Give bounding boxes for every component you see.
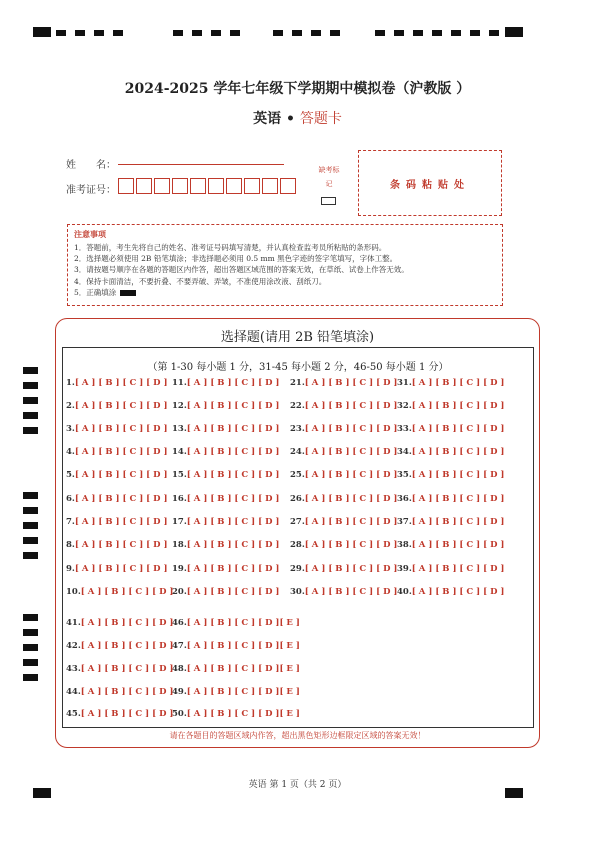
answer-options[interactable]: [ A ] [ B ] [ C ] [ D ] (80, 587, 174, 597)
answer-options[interactable]: [ A ] [ B ] [ C ] [ D ] (80, 641, 174, 651)
question-number: 24. (290, 447, 305, 457)
question-number: 49. (172, 687, 187, 697)
notes-title: 注意事项 (74, 229, 106, 239)
question-number: 47. (172, 641, 187, 651)
notes-line: 4．保持卡面清洁，不要折叠、不要弄破、弄皱，不准使用涂改液、刮纸刀。 (74, 276, 327, 286)
answer-item-29[interactable] (290, 564, 397, 574)
answer-options[interactable]: [ A ] [ B ] [ C ] [ D ] (411, 540, 505, 550)
answer-options[interactable]: [ A ] [ B ] [ C ] [ D ] (304, 470, 398, 480)
answer-item-46[interactable] (172, 618, 300, 628)
timing-mark (330, 30, 340, 36)
answer-item-22[interactable] (290, 401, 397, 411)
answer-item-9[interactable] (66, 564, 168, 574)
answer-item-20[interactable] (172, 587, 279, 597)
name-label: 姓 名： (66, 160, 116, 171)
timing-mark (413, 30, 423, 36)
timing-mark (23, 397, 38, 404)
timing-mark (489, 30, 499, 36)
answer-item-16[interactable] (172, 494, 279, 504)
answer-options[interactable]: [ A ] [ B ] [ C ] [ D ] (186, 564, 280, 574)
answer-options[interactable]: [ A ] [ B ] [ C ] [ D ] (411, 470, 505, 480)
answer-options[interactable]: [ A ] [ B ] [ C ] [ D ] (186, 424, 280, 434)
question-number: 39. (397, 564, 412, 574)
timing-mark (451, 30, 461, 36)
question-number: 15. (172, 470, 187, 480)
answer-options[interactable]: [ A ] [ B ] [ C ] [ D ] (411, 587, 505, 597)
question-number: 44. (66, 687, 81, 697)
answer-item-19[interactable] (172, 564, 279, 574)
question-number: 12. (172, 401, 187, 411)
answer-options[interactable]: [ A ] [ B ] [ C ] [ D ] (80, 618, 174, 628)
answer-options[interactable]: [ A ] [ B ] [ C ] [ D ] (411, 564, 505, 574)
answer-options[interactable]: [ A ] [ B ] [ C ] [ D ] (186, 401, 280, 411)
answer-options[interactable]: [ A ] [ B ] [ C ] [ D ][ E ] (186, 641, 300, 651)
exam-id-cell[interactable] (208, 178, 224, 194)
exam-id-cell[interactable] (262, 178, 278, 194)
answer-item-7[interactable] (66, 517, 168, 527)
corner-mark-top-right (505, 27, 523, 37)
question-number: 20. (172, 587, 187, 597)
exam-id-cell[interactable] (172, 178, 188, 194)
question-number: 45. (66, 709, 81, 719)
question-number: 14. (172, 447, 187, 457)
answer-item-6[interactable] (66, 494, 168, 504)
card-subtitle (0, 108, 595, 128)
answer-options[interactable]: [ A ] [ B ] [ C ] [ D ][ E ] (186, 618, 300, 628)
timing-mark (23, 492, 38, 499)
answer-options[interactable]: [ A ] [ B ] [ C ] [ D ][ E ] (186, 664, 300, 674)
question-number: 38. (397, 540, 412, 550)
answer-item-50[interactable] (172, 709, 300, 719)
name-input[interactable] (118, 164, 284, 165)
timing-mark (23, 629, 38, 636)
answer-item-39[interactable] (397, 564, 504, 574)
question-number: 29. (290, 564, 305, 574)
answer-item-11[interactable] (172, 378, 279, 388)
answer-item-4[interactable] (66, 447, 168, 457)
answer-options[interactable]: [ A ] [ B ] [ C ] [ D ] (304, 587, 398, 597)
question-number: 30. (290, 587, 305, 597)
answer-item-8[interactable] (66, 540, 168, 550)
timing-mark (23, 644, 38, 651)
answer-item-44[interactable] (66, 687, 173, 697)
answer-options[interactable]: [ A ] [ B ] [ C ] [ D ] (186, 517, 280, 527)
answer-options[interactable]: [ A ] [ B ] [ C ] [ D ] (186, 587, 280, 597)
answer-options[interactable]: [ A ] [ B ] [ C ] [ D ] (186, 470, 280, 480)
notes-line: 3．请按题号顺序在各题的答题区内作答，超出答题区域范围的答案无效，在草纸、试卷上作答无效。 (74, 265, 409, 275)
answer-options[interactable]: [ A ] [ B ] [ C ] [ D ] (304, 378, 398, 388)
question-number: 41. (66, 618, 81, 628)
answer-item-45[interactable] (66, 709, 173, 719)
answer-item-42[interactable] (66, 641, 173, 651)
answer-options[interactable]: [ A ] [ B ] [ C ] [ D ] (74, 494, 168, 504)
answer-item-28[interactable] (290, 540, 397, 550)
timing-mark (94, 30, 104, 36)
question-number: 46. (172, 618, 187, 628)
question-number: 23. (290, 424, 305, 434)
timing-mark (23, 507, 38, 514)
answer-item-25[interactable] (290, 470, 397, 480)
timing-mark (23, 614, 38, 621)
question-number: 25. (290, 470, 305, 480)
answer-item-5[interactable] (66, 470, 168, 480)
exam-title: 2024-2025 学年七年级下学期期中模拟卷（沪教版 ） (124, 81, 471, 97)
question-number: 40. (397, 587, 412, 597)
answer-item-21[interactable] (290, 378, 397, 388)
answer-options[interactable]: [ A ] [ B ] [ C ] [ D ] (74, 447, 168, 457)
notes-box (67, 224, 503, 306)
answer-item-49[interactable] (172, 687, 300, 697)
answer-options[interactable]: [ A ] [ B ] [ C ] [ D ] (411, 447, 505, 457)
answer-item-38[interactable] (397, 540, 504, 550)
answer-options[interactable]: [ A ] [ B ] [ C ] [ D ] (186, 540, 280, 550)
answer-item-14[interactable] (172, 447, 279, 457)
notes-line-fill-example (74, 287, 496, 298)
question-number: 34. (397, 447, 412, 457)
answer-options[interactable]: [ A ] [ B ] [ C ] [ D ] (411, 401, 505, 411)
answer-item-12[interactable] (172, 401, 279, 411)
question-number: 18. (172, 540, 187, 550)
question-number: 5. (66, 470, 75, 480)
answer-options[interactable]: [ A ] [ B ] [ C ] [ D ] (304, 424, 398, 434)
exam-id-cells[interactable] (118, 178, 298, 194)
answer-item-3[interactable] (66, 424, 168, 434)
question-number: 43. (66, 664, 81, 674)
timing-mark (23, 427, 38, 434)
absent-label: 缺考标记 (318, 166, 340, 188)
subject-label: 英语 (253, 111, 282, 127)
timing-mark (23, 367, 38, 374)
question-number: 48. (172, 664, 187, 674)
answer-options[interactable]: [ A ] [ B ] [ C ] [ D ] (80, 664, 174, 674)
question-number: 32. (397, 401, 412, 411)
answer-item-2[interactable] (66, 401, 168, 411)
question-number: 1. (66, 378, 75, 388)
notes-line: 2．选择题必须使用 2B 铅笔填涂；非选择题必须用 0.5 mm 黑色字迹的签字笔填写，字体工整。 (74, 254, 398, 264)
answer-options[interactable]: [ A ] [ B ] [ C ] [ D ] (80, 709, 174, 719)
question-number: 3. (66, 424, 75, 434)
question-number: 9. (66, 564, 75, 574)
timing-mark (23, 537, 38, 544)
timing-mark (23, 674, 38, 681)
timing-mark (23, 659, 38, 666)
answer-options[interactable]: [ A ] [ B ] [ C ] [ D ] (304, 564, 398, 574)
answer-options[interactable]: [ A ] [ B ] [ C ] [ D ][ E ] (186, 687, 300, 697)
notes-line-text: 5．正确填涂 (74, 287, 117, 297)
answer-options[interactable]: [ A ] [ B ] [ C ] [ D ] (411, 378, 505, 388)
question-number: 13. (172, 424, 187, 434)
exam-id-cell[interactable] (244, 178, 260, 194)
card-label: 答题卡 (299, 111, 342, 127)
question-number: 16. (172, 494, 187, 504)
answer-options[interactable]: [ A ] [ B ] [ C ] [ D ] (74, 378, 168, 388)
notes-line: 1．答题前，考生先将自己的姓名、准考证号码填写清楚，并认真检查监考员所粘贴的条形码。 (74, 243, 387, 252)
question-number: 21. (290, 378, 305, 388)
answer-item-34[interactable] (397, 447, 504, 457)
question-number: 28. (290, 540, 305, 550)
timing-mark (432, 30, 442, 36)
answer-options[interactable]: [ A ] [ B ] [ C ] [ D ] (411, 494, 505, 504)
exam-id-cell[interactable] (190, 178, 206, 194)
answer-options[interactable]: [ A ] [ B ] [ C ] [ D ] (304, 540, 398, 550)
barcode-area: 条码粘贴处 (358, 150, 502, 216)
timing-mark (56, 30, 66, 36)
answer-item-15[interactable] (172, 470, 279, 480)
answer-item-31[interactable] (397, 378, 504, 388)
answer-area-warning: 请在各题目的答题区域内作答，超出黑色矩形边框限定区域的答案无效！ (169, 731, 426, 740)
subtitle-separator: • (286, 111, 295, 127)
answer-options[interactable]: [ A ] [ B ] [ C ] [ D ] (74, 517, 168, 527)
timing-mark (230, 30, 240, 36)
answer-options[interactable]: [ A ] [ B ] [ C ] [ D ] (304, 401, 398, 411)
exam-id-cell[interactable] (154, 178, 170, 194)
answer-options[interactable]: [ A ] [ B ] [ C ] [ D ] (411, 424, 505, 434)
question-number: 50. (172, 709, 187, 719)
question-number: 27. (290, 517, 305, 527)
answer-options[interactable]: [ A ] [ B ] [ C ] [ D ] (304, 494, 398, 504)
timing-mark (375, 30, 385, 36)
question-number: 42. (66, 641, 81, 651)
answer-item-17[interactable] (172, 517, 279, 527)
answer-options[interactable]: [ A ] [ B ] [ C ] [ D ] (74, 564, 168, 574)
question-number: 37. (397, 517, 412, 527)
timing-mark (211, 30, 221, 36)
answer-item-36[interactable] (397, 494, 504, 504)
question-number: 19. (172, 564, 187, 574)
timing-mark (23, 412, 38, 419)
question-number: 36. (397, 494, 412, 504)
exam-id-cell[interactable] (118, 178, 134, 194)
corner-mark-top-left (33, 27, 51, 37)
selection-title: 选择题(请用 2B 铅笔填涂) (220, 330, 375, 345)
answer-item-33[interactable] (397, 424, 504, 434)
answer-options[interactable]: [ A ] [ B ] [ C ] [ D ] (74, 540, 168, 550)
timing-mark (273, 30, 283, 36)
timing-mark (292, 30, 302, 36)
answer-item-40[interactable] (397, 587, 504, 597)
question-number: 8. (66, 540, 75, 550)
timing-mark (173, 30, 183, 36)
answer-item-27[interactable] (290, 517, 397, 527)
question-number: 35. (397, 470, 412, 480)
timing-mark (394, 30, 404, 36)
answer-options[interactable]: [ A ] [ B ] [ C ] [ D ] (186, 494, 280, 504)
answer-item-24[interactable] (290, 447, 397, 457)
question-number: 22. (290, 401, 305, 411)
answer-item-35[interactable] (397, 470, 504, 480)
page-footer: 英语 第 1 页（共 2 页） (248, 780, 347, 790)
answer-item-48[interactable] (172, 664, 300, 674)
answer-options[interactable]: [ A ] [ B ] [ C ] [ D ] (80, 687, 174, 697)
question-number: 33. (397, 424, 412, 434)
answer-item-18[interactable] (172, 540, 279, 550)
answer-options[interactable]: [ A ] [ B ] [ C ] [ D ] (74, 401, 168, 411)
answer-item-47[interactable] (172, 641, 300, 651)
question-number: 2. (66, 401, 75, 411)
answer-options[interactable]: [ A ] [ B ] [ C ] [ D ] (411, 517, 505, 527)
question-number: 31. (397, 378, 412, 388)
answer-item-30[interactable] (290, 587, 397, 597)
answer-options[interactable]: [ A ] [ B ] [ C ] [ D ] (304, 517, 398, 527)
answer-item-37[interactable] (397, 517, 504, 527)
question-number: 26. (290, 494, 305, 504)
question-number: 17. (172, 517, 187, 527)
absent-checkbox[interactable] (321, 197, 336, 205)
timing-mark (75, 30, 85, 36)
exam-id-label: 准考证号： (66, 185, 116, 196)
scoring-note: （第 1-30 每小题 1 分，31-45 每小题 2 分，46-50 每小题 1 分） (147, 362, 449, 373)
answer-options[interactable]: [ A ] [ B ] [ C ] [ D ] (186, 378, 280, 388)
answer-options[interactable]: [ A ] [ B ] [ C ] [ D ] (74, 424, 168, 434)
answer-item-23[interactable] (290, 424, 397, 434)
answer-options[interactable]: [ A ] [ B ] [ C ] [ D ] (74, 470, 168, 480)
timing-mark (311, 30, 321, 36)
question-number: 6. (66, 494, 75, 504)
answer-options[interactable]: [ A ] [ B ] [ C ] [ D ] (304, 447, 398, 457)
answer-item-41[interactable] (66, 618, 173, 628)
answer-item-43[interactable] (66, 664, 173, 674)
question-number: 4. (66, 447, 75, 457)
timing-mark (192, 30, 202, 36)
exam-id-cell[interactable] (226, 178, 242, 194)
timing-mark (113, 30, 123, 36)
answer-options[interactable]: [ A ] [ B ] [ C ] [ D ] (186, 447, 280, 457)
exam-id-cell[interactable] (136, 178, 152, 194)
answer-item-13[interactable] (172, 424, 279, 434)
timing-mark (470, 30, 480, 36)
question-number: 10. (66, 587, 81, 597)
timing-mark (23, 382, 38, 389)
answer-options[interactable]: [ A ] [ B ] [ C ] [ D ][ E ] (186, 709, 300, 719)
answer-item-10[interactable] (66, 587, 173, 597)
timing-mark (23, 522, 38, 529)
answer-item-1[interactable] (66, 378, 168, 388)
question-number: 11. (172, 378, 187, 388)
question-number: 7. (66, 517, 75, 527)
answer-item-26[interactable] (290, 494, 397, 504)
timing-mark (23, 552, 38, 559)
answer-item-32[interactable] (397, 401, 504, 411)
exam-id-cell[interactable] (280, 178, 296, 194)
filled-mark-example (120, 290, 136, 296)
